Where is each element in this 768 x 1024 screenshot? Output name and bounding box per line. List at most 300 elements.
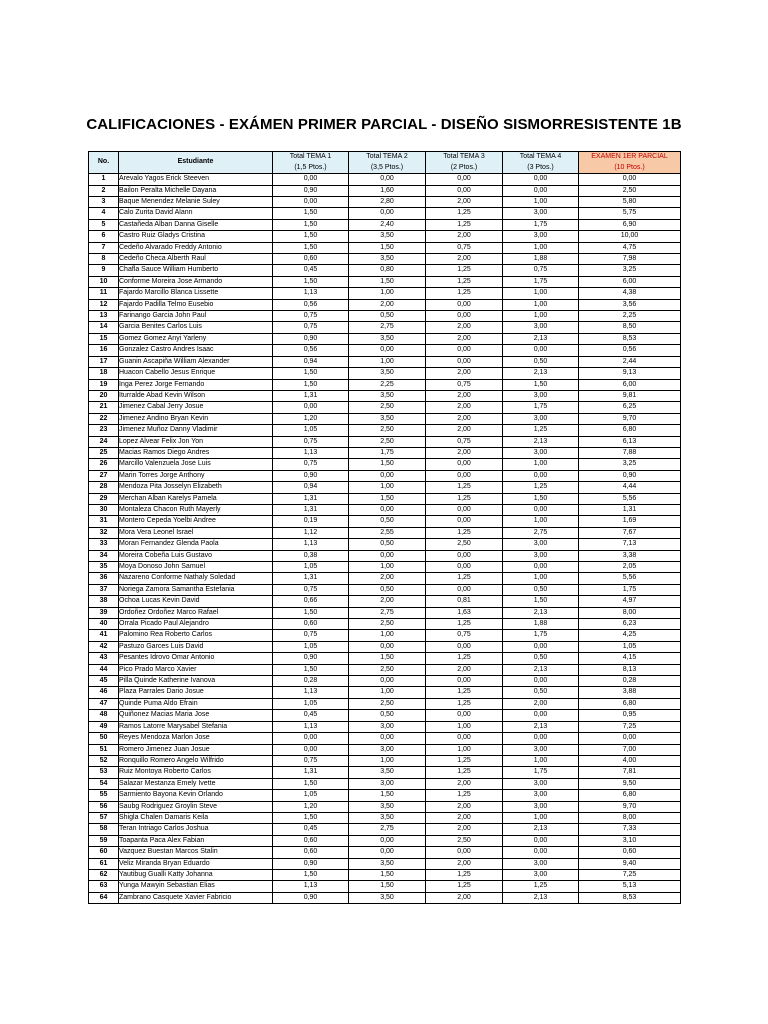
table-row: [89, 733, 681, 744]
table-row: [89, 550, 681, 561]
row-number: 61: [89, 858, 119, 869]
row-number: 30: [89, 504, 119, 515]
tema-1-score: 1,50: [273, 778, 349, 789]
tema-3-score: 2,00: [426, 368, 503, 379]
tema-4-score: 2,13: [503, 664, 579, 675]
tema-1-score: 1,31: [273, 504, 349, 515]
tema-1-score: 1,50: [273, 379, 349, 390]
tema-2-score: 0,50: [349, 516, 426, 527]
tema-1-score: 1,50: [273, 208, 349, 219]
tema-2-score: 1,50: [349, 493, 426, 504]
tema-4-score: 2,00: [503, 698, 579, 709]
tema-3-score: 1,25: [426, 276, 503, 287]
row-number: 43: [89, 653, 119, 664]
row-number: 28: [89, 482, 119, 493]
tema-2-score: 2,00: [349, 596, 426, 607]
tema-2-score: 2,55: [349, 527, 426, 538]
table-row: [89, 812, 681, 823]
tema-4-score: 1,25: [503, 482, 579, 493]
tema-3-score: 1,25: [426, 482, 503, 493]
exam-total: 7,00: [579, 744, 681, 755]
student-name: Zambrano Casquete Xavier Fabricio: [119, 892, 273, 903]
row-number: 8: [89, 254, 119, 265]
tema-2-score: 2,40: [349, 219, 426, 230]
tema-2-score: 1,50: [349, 653, 426, 664]
exam-total: 8,13: [579, 664, 681, 675]
student-name: Orrala Picado Paul Alejandro: [119, 619, 273, 630]
tema-4-score: 1,00: [503, 242, 579, 253]
exam-total: 5,75: [579, 208, 681, 219]
tema-3-score: 0,75: [426, 630, 503, 641]
table-row: [89, 345, 681, 356]
exam-total: 4,97: [579, 596, 681, 607]
tema-1-score: 0,94: [273, 356, 349, 367]
tema-3-score: 1,25: [426, 573, 503, 584]
student-name: Fajardo Padilla Telmo Eusebio: [119, 299, 273, 310]
header-no: No.: [89, 152, 119, 174]
tema-4-score: 3,00: [503, 208, 579, 219]
row-number: 4: [89, 208, 119, 219]
tema-4-score: 0,50: [503, 653, 579, 664]
tema-1-score: 1,05: [273, 698, 349, 709]
tema-4-score: 2,13: [503, 368, 579, 379]
student-name: Palomino Rea Roberto Carlos: [119, 630, 273, 641]
table-row: [89, 562, 681, 573]
student-name: Castañeda Alban Danna Giselle: [119, 219, 273, 230]
tema-2-score: 1,50: [349, 459, 426, 470]
tema-1-score: 0,90: [273, 333, 349, 344]
tema-2-score: 3,50: [349, 254, 426, 265]
table-row: [89, 447, 681, 458]
tema-1-score: 1,13: [273, 881, 349, 892]
student-name: Baque Menendez Melanie Suley: [119, 197, 273, 208]
student-name: Pesantes Idrovo Omar Antonio: [119, 653, 273, 664]
student-name: Marcillo Valenzuela Jose Luis: [119, 459, 273, 470]
tema-2-score: 0,00: [349, 733, 426, 744]
row-number: 18: [89, 368, 119, 379]
student-name: Moran Fernandez Glenda Paola: [119, 539, 273, 550]
tema-4-score: 1,75: [503, 767, 579, 778]
tema-1-score: 0,19: [273, 516, 349, 527]
tema-3-score: 0,00: [426, 470, 503, 481]
student-name: Yunga Mawyin Sebastian Elias: [119, 881, 273, 892]
tema-2-score: 2,75: [349, 607, 426, 618]
tema-2-score: 0,00: [349, 504, 426, 515]
table-row: [89, 767, 681, 778]
row-number: 63: [89, 881, 119, 892]
tema-3-score: 0,75: [426, 379, 503, 390]
row-number: 14: [89, 322, 119, 333]
tema-3-score: 0,81: [426, 596, 503, 607]
table-row: [89, 482, 681, 493]
exam-total: 2,50: [579, 185, 681, 196]
student-name: Garcia Benites Carlos Luis: [119, 322, 273, 333]
student-name: Quinde Puma Aldo Efrain: [119, 698, 273, 709]
tema-1-score: 0,60: [273, 847, 349, 858]
student-name: Nazareno Conforme Nathaly Soledad: [119, 573, 273, 584]
exam-total: 7,25: [579, 869, 681, 880]
tema-1-score: 1,05: [273, 790, 349, 801]
exam-total: 9,50: [579, 778, 681, 789]
table-row: [89, 881, 681, 892]
tema-4-score: 1,75: [503, 402, 579, 413]
table-row: [89, 858, 681, 869]
exam-total: 8,53: [579, 333, 681, 344]
exam-total: 7,88: [579, 447, 681, 458]
exam-total: 6,80: [579, 698, 681, 709]
tema-1-score: 0,45: [273, 824, 349, 835]
row-number: 22: [89, 413, 119, 424]
header-tema-3: Total TEMA 3: [426, 152, 503, 163]
tema-2-score: 0,50: [349, 584, 426, 595]
student-name: Ronquillo Romero Angelo Wilfrido: [119, 755, 273, 766]
table-row: [89, 333, 681, 344]
tema-2-score: 1,50: [349, 276, 426, 287]
tema-3-score: 1,25: [426, 687, 503, 698]
row-number: 33: [89, 539, 119, 550]
tema-2-score: 2,50: [349, 664, 426, 675]
tema-4-score: 1,00: [503, 459, 579, 470]
student-name: Ochoa Lucas Kevin David: [119, 596, 273, 607]
exam-total: 6,00: [579, 379, 681, 390]
tema-3-score: 2,00: [426, 778, 503, 789]
table-row: [89, 710, 681, 721]
exam-total: 0,95: [579, 710, 681, 721]
tema-1-score: 0,75: [273, 436, 349, 447]
tema-2-score: 1,00: [349, 482, 426, 493]
tema-4-score: 0,50: [503, 356, 579, 367]
tema-2-score: 1,00: [349, 630, 426, 641]
tema-3-score: 2,00: [426, 824, 503, 835]
tema-4-score: 1,75: [503, 630, 579, 641]
row-number: 15: [89, 333, 119, 344]
row-number: 5: [89, 219, 119, 230]
table-row: [89, 755, 681, 766]
tema-4-score: 0,00: [503, 733, 579, 744]
row-number: 25: [89, 447, 119, 458]
tema-4-score: 3,00: [503, 231, 579, 242]
table-row: [89, 242, 681, 253]
exam-total: 6,23: [579, 619, 681, 630]
exam-total: 4,44: [579, 482, 681, 493]
tema-3-score: 2,00: [426, 413, 503, 424]
table-row: [89, 835, 681, 846]
student-name: Reyes Mendoza Marlon Jose: [119, 733, 273, 744]
tema-2-score: 0,00: [349, 847, 426, 858]
tema-4-score: 0,00: [503, 345, 579, 356]
tema-3-score: 2,00: [426, 664, 503, 675]
tema-1-score: 0,94: [273, 482, 349, 493]
tema-1-score: 0,90: [273, 185, 349, 196]
tema-1-score: 1,50: [273, 242, 349, 253]
tema-3-score: 0,00: [426, 311, 503, 322]
exam-total: 3,88: [579, 687, 681, 698]
tema-2-score: 2,50: [349, 619, 426, 630]
table-row: [89, 869, 681, 880]
student-name: Jimenez Muñoz Danny Vladimir: [119, 425, 273, 436]
row-number: 11: [89, 288, 119, 299]
exam-total: 4,38: [579, 288, 681, 299]
tema-4-score: 2,13: [503, 721, 579, 732]
tema-1-score: 0,45: [273, 710, 349, 721]
tema-3-score: 2,00: [426, 447, 503, 458]
tema-1-score: 0,00: [273, 197, 349, 208]
exam-total: 8,50: [579, 322, 681, 333]
tema-3-score: 0,00: [426, 641, 503, 652]
student-name: Yautibug Gualli Katty Johanna: [119, 869, 273, 880]
tema-3-score: 1,25: [426, 698, 503, 709]
tema-3-score: 1,63: [426, 607, 503, 618]
table-row: [89, 322, 681, 333]
tema-1-score: 0,90: [273, 470, 349, 481]
row-number: 2: [89, 185, 119, 196]
tema-2-score: 2,25: [349, 379, 426, 390]
tema-3-score: 1,25: [426, 288, 503, 299]
tema-4-score: 2,13: [503, 436, 579, 447]
table-row: [89, 527, 681, 538]
header-exam-points: (10 Ptos.): [579, 163, 681, 174]
tema-4-score: 0,75: [503, 265, 579, 276]
tema-1-score: 0,66: [273, 596, 349, 607]
exam-total: 1,31: [579, 504, 681, 515]
tema-3-score: 0,00: [426, 733, 503, 744]
tema-4-score: 3,00: [503, 858, 579, 869]
tema-3-score: 1,25: [426, 881, 503, 892]
row-number: 52: [89, 755, 119, 766]
tema-2-score: 0,00: [349, 550, 426, 561]
row-number: 46: [89, 687, 119, 698]
student-name: Montero Cepeda Yoelbi Andree: [119, 516, 273, 527]
tema-1-score: 0,75: [273, 584, 349, 595]
tema-1-score: 1,50: [273, 664, 349, 675]
exam-total: 6,80: [579, 425, 681, 436]
tema-4-score: 3,00: [503, 447, 579, 458]
tema-1-score: 0,45: [273, 265, 349, 276]
table-body: [89, 174, 681, 904]
tema-3-score: 2,00: [426, 390, 503, 401]
student-name: Ordoñez Ordoñez Marco Rafael: [119, 607, 273, 618]
row-number: 3: [89, 197, 119, 208]
tema-1-score: 0,00: [273, 744, 349, 755]
exam-total: 8,00: [579, 812, 681, 823]
tema-4-score: 1,00: [503, 288, 579, 299]
tema-4-score: 0,00: [503, 185, 579, 196]
tema-2-score: 2,75: [349, 824, 426, 835]
student-name: Salazar Mestanza Emely Ivette: [119, 778, 273, 789]
table-row: [89, 539, 681, 550]
tema-1-score: 1,31: [273, 390, 349, 401]
row-number: 1: [89, 174, 119, 185]
student-name: Plaza Parrales Dario Josue: [119, 687, 273, 698]
row-number: 29: [89, 493, 119, 504]
tema-1-score: 1,50: [273, 607, 349, 618]
tema-4-score: 0,00: [503, 562, 579, 573]
table-row: [89, 619, 681, 630]
tema-2-score: 0,00: [349, 676, 426, 687]
tema-4-score: 0,00: [503, 847, 579, 858]
row-number: 59: [89, 835, 119, 846]
tema-2-score: 0,50: [349, 539, 426, 550]
exam-total: 5,13: [579, 881, 681, 892]
tema-3-score: 0,00: [426, 676, 503, 687]
tema-2-score: 2,80: [349, 197, 426, 208]
tema-2-score: 2,00: [349, 573, 426, 584]
exam-total: 6,13: [579, 436, 681, 447]
exam-total: 0,00: [579, 174, 681, 185]
table-row: [89, 356, 681, 367]
table-header: [89, 152, 681, 174]
tema-1-score: 0,75: [273, 630, 349, 641]
tema-3-score: 1,25: [426, 767, 503, 778]
table-row: [89, 698, 681, 709]
table-row: [89, 790, 681, 801]
tema-4-score: 2,13: [503, 607, 579, 618]
tema-3-score: 0,75: [426, 436, 503, 447]
tema-2-score: 2,50: [349, 402, 426, 413]
table-row: [89, 276, 681, 287]
student-name: Macias Ramos Diego Andres: [119, 447, 273, 458]
exam-total: 0,56: [579, 345, 681, 356]
row-number: 62: [89, 869, 119, 880]
row-number: 17: [89, 356, 119, 367]
tema-1-score: 1,20: [273, 801, 349, 812]
student-name: Farinango Garcia John Paul: [119, 311, 273, 322]
student-name: Bailon Peralta Michelle Dayana: [119, 185, 273, 196]
exam-total: 0,28: [579, 676, 681, 687]
tema-3-score: 0,00: [426, 562, 503, 573]
row-number: 37: [89, 584, 119, 595]
tema-1-score: 1,12: [273, 527, 349, 538]
student-name: Moya Donoso John Samuel: [119, 562, 273, 573]
tema-4-score: 0,00: [503, 470, 579, 481]
header-tema-1: Total TEMA 1: [273, 152, 349, 163]
tema-3-score: 2,50: [426, 539, 503, 550]
student-name: Gomez Gomez Anyi Yarleny: [119, 333, 273, 344]
tema-1-score: 0,38: [273, 550, 349, 561]
tema-4-score: 3,00: [503, 744, 579, 755]
exam-total: 7,33: [579, 824, 681, 835]
tema-2-score: 1,75: [349, 447, 426, 458]
row-number: 7: [89, 242, 119, 253]
row-number: 40: [89, 619, 119, 630]
tema-4-score: 3,00: [503, 550, 579, 561]
exam-total: 6,80: [579, 790, 681, 801]
tema-4-score: 0,00: [503, 835, 579, 846]
tema-2-score: 0,00: [349, 470, 426, 481]
tema-4-score: 1,88: [503, 619, 579, 630]
tema-3-score: 1,25: [426, 219, 503, 230]
tema-3-score: 1,25: [426, 755, 503, 766]
table-row: [89, 436, 681, 447]
tema-1-score: 0,90: [273, 858, 349, 869]
exam-total: 4,25: [579, 630, 681, 641]
tema-2-score: 1,00: [349, 687, 426, 698]
header-tema-4: Total TEMA 4: [503, 152, 579, 163]
tema-3-score: 0,75: [426, 242, 503, 253]
row-number: 60: [89, 847, 119, 858]
header-tema-2: Total TEMA 2: [349, 152, 426, 163]
row-number: 48: [89, 710, 119, 721]
table-row: [89, 664, 681, 675]
exam-total: 9,70: [579, 801, 681, 812]
tema-1-score: 0,00: [273, 402, 349, 413]
exam-total: 3,25: [579, 265, 681, 276]
table-row: [89, 459, 681, 470]
tema-3-score: 1,00: [426, 744, 503, 755]
tema-4-score: 1,00: [503, 573, 579, 584]
tema-2-score: 0,00: [349, 208, 426, 219]
tema-2-score: 0,50: [349, 710, 426, 721]
exam-total: 0,60: [579, 847, 681, 858]
tema-4-score: 3,00: [503, 869, 579, 880]
exam-total: 6,90: [579, 219, 681, 230]
table-row: [89, 607, 681, 618]
row-number: 41: [89, 630, 119, 641]
tema-2-score: 3,50: [349, 333, 426, 344]
tema-1-score: 1,50: [273, 812, 349, 823]
tema-4-score: 1,00: [503, 812, 579, 823]
student-name: Cedeño Alvarado Freddy Antonio: [119, 242, 273, 253]
tema-4-score: 1,00: [503, 311, 579, 322]
exam-total: 0,90: [579, 470, 681, 481]
exam-total: 2,44: [579, 356, 681, 367]
exam-total: 8,00: [579, 607, 681, 618]
student-name: Guanin Ascapiña William Alexander: [119, 356, 273, 367]
tema-4-score: 0,50: [503, 584, 579, 595]
tema-2-score: 3,50: [349, 368, 426, 379]
tema-3-score: 2,00: [426, 425, 503, 436]
exam-total: 4,00: [579, 755, 681, 766]
tema-1-score: 1,13: [273, 539, 349, 550]
exam-total: 3,56: [579, 299, 681, 310]
tema-1-score: 1,05: [273, 641, 349, 652]
tema-3-score: 1,25: [426, 208, 503, 219]
table-row: [89, 390, 681, 401]
tema-1-score: 0,00: [273, 174, 349, 185]
exam-total: 3,10: [579, 835, 681, 846]
table-row: [89, 516, 681, 527]
tema-1-score: 1,31: [273, 493, 349, 504]
tema-2-score: 3,00: [349, 778, 426, 789]
table-row: [89, 504, 681, 515]
table-row: [89, 653, 681, 664]
exam-total: 7,13: [579, 539, 681, 550]
tema-3-score: 1,25: [426, 527, 503, 538]
tema-1-score: 1,31: [273, 767, 349, 778]
tema-3-score: 2,00: [426, 322, 503, 333]
tema-4-score: 0,00: [503, 641, 579, 652]
tema-3-score: 0,00: [426, 459, 503, 470]
exam-total: 5,80: [579, 197, 681, 208]
tema-1-score: 0,60: [273, 254, 349, 265]
tema-4-score: 1,75: [503, 219, 579, 230]
row-number: 45: [89, 676, 119, 687]
tema-4-score: 1,75: [503, 276, 579, 287]
tema-2-score: 1,00: [349, 562, 426, 573]
tema-2-score: 0,00: [349, 835, 426, 846]
tema-1-score: 0,75: [273, 459, 349, 470]
tema-2-score: 0,00: [349, 345, 426, 356]
row-number: 13: [89, 311, 119, 322]
tema-2-score: 1,00: [349, 356, 426, 367]
tema-2-score: 3,00: [349, 744, 426, 755]
exam-total: 9,81: [579, 390, 681, 401]
tema-2-score: 0,50: [349, 311, 426, 322]
student-name: Toapanta Paca Alex Fabian: [119, 835, 273, 846]
tema-4-score: 1,00: [503, 299, 579, 310]
student-name: Castro Ruiz Gladys Cristina: [119, 231, 273, 242]
row-number: 23: [89, 425, 119, 436]
